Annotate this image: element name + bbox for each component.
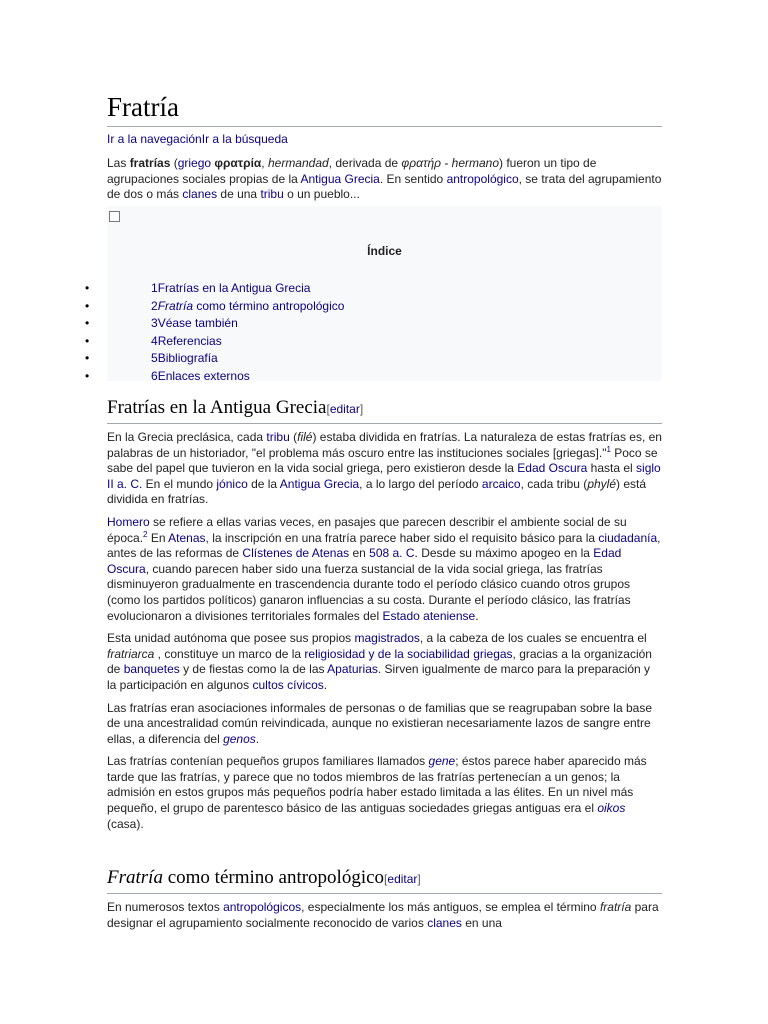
paragraph: En numerosos textos antropológicos, especialmente los más antiguos, se emplea el término fratría para designar el agrupamiento socialmente reconocido de varios clanes en una <box>107 900 659 930</box>
link-magistrados[interactable]: magistrados <box>354 631 420 646</box>
jump-to-search-link[interactable]: Ir a la búsqueda <box>201 132 288 146</box>
toc-title: Índice <box>367 244 402 258</box>
link-gene[interactable]: gene <box>428 754 456 769</box>
edit-link[interactable]: editar <box>329 402 360 416</box>
section-heading <box>107 396 662 424</box>
link-ciudadania[interactable]: ciudadanía <box>598 530 658 545</box>
italic-term: hermandad <box>267 156 329 170</box>
greek-etymology: φρατήρ - hermano <box>401 156 499 170</box>
intro-paragraph <box>107 156 662 203</box>
paragraph: En la Grecia preclásica, cada tribu (filé) estaba dividida en fratrías. La naturaleza de estas fratrías es, en palabras de un historiador, "el problema más oscuro entre las instituciones sociales [griegas]."$^1$ Poco se sabe del papel que tuvieron en la vida social griega, pero existieron desde la Edad Oscura hasta el siglo II a. C. En el mundo jónico de la Antigua Grecia, a lo largo del período arcaico, cada tribu (phylé) está dividida en fratrías. <box>107 430 662 507</box>
link-tribu[interactable]: tribu <box>260 187 284 202</box>
link-cultos-civicos[interactable]: cultos cívicos <box>252 677 324 692</box>
link-clanes[interactable]: clanes <box>427 915 462 930</box>
toc-link-3[interactable]: 3Véase también <box>151 316 238 330</box>
link-edad-oscura[interactable]: Edad Oscura <box>517 461 588 476</box>
link-antropologicos[interactable]: antropológicos <box>223 900 302 914</box>
link-oikos[interactable]: oikos <box>597 801 626 816</box>
section-heading-text: como término antropológico <box>162 867 385 888</box>
intro-text: . En sentido <box>379 171 447 186</box>
edit-section-link: [editar] <box>326 402 364 416</box>
bullet-icon: • <box>85 281 90 295</box>
toc-link-5[interactable]: 5Bibliografía <box>151 351 218 365</box>
link-estado-ateniense[interactable]: Estado ateniense <box>382 608 476 623</box>
intro-text: ) fueron un tipo de agrupaciones sociales propias de la <box>107 156 597 186</box>
toc-link-1[interactable]: 1Fratrías en la Antigua Grecia <box>151 281 311 295</box>
intro-text: , se trata del agrupamiento de dos o más <box>107 171 662 202</box>
intro-text: Las <box>107 156 130 170</box>
link-jonico[interactable]: jónico <box>216 476 248 491</box>
toc-link-6[interactable]: 6Enlaces externos <box>151 368 250 383</box>
section-heading <box>107 866 662 894</box>
section-heading-italic: Fratría <box>107 867 163 888</box>
paragraph: Las fratrías eran asociaciones informales de personas o de familias que se reagrupaban sobre la base de una ancestralidad común reivindicada, aunque no existieran necesariamente lazos de sangre entre ellas, a diferencia del genos. <box>107 700 652 746</box>
section-termino-antropologico <box>107 866 662 938</box>
intro-bold-term: fratrías <box>129 156 171 170</box>
toc-link-2[interactable]: 2Fratría como término antropológico <box>151 298 345 313</box>
link-tribu[interactable]: tribu <box>266 430 290 444</box>
reference-link[interactable]: 1 <box>606 444 611 454</box>
link-apaturias[interactable]: Apaturias <box>327 662 378 677</box>
link-clistenes[interactable]: Clístenes de Atenas <box>242 546 350 561</box>
link-griego[interactable]: griego <box>177 156 212 170</box>
intro-text: , <box>261 156 268 170</box>
bullet-icon: • <box>85 351 90 365</box>
jump-to-navigation-link[interactable]: Ir a la navegación <box>107 132 202 146</box>
link-antropologico[interactable]: antropológico <box>446 171 519 186</box>
bullet-icon: • <box>85 333 90 348</box>
bullet-icon: • <box>85 368 90 383</box>
edit-section-link: [editar] <box>384 872 421 886</box>
intro-text: de una <box>217 187 261 202</box>
link-religiosidad[interactable]: religiosidad y de la sociabilidad griegas <box>304 646 513 661</box>
greek-term: φρατρία <box>214 156 262 170</box>
toc-toggle-checkbox[interactable] <box>109 211 120 222</box>
bullet-icon: • <box>85 316 90 330</box>
link-siglo-ii[interactable]: siglo II a. C. <box>107 461 661 491</box>
paragraph: Esta unidad autónoma que posee sus propios magistrados, a la cabeza de los cuales se encuentra el fratriarca , constituye un marco de la religiosidad y de la sociabilidad griegas, gracias a la organización de banquetes y de fiestas como la de las Apaturias. Sirven igualmente de marco para la preparación y la participación en algunos cultos cívicos. <box>107 631 652 692</box>
paragraph: Homero se refiere a ellas varias veces, en pasajes que parecen describir el ambiente social de su época.$^2$ En Atenas, la inscripción en una fratría parece haber sido el requisito básico para la ciudadanía, antes de las reformas de Clístenes de Atenas en 508 a. C. Desde su máximo apogeo en la Edad Oscura, cuando parecen haber sido una fuerza sustancial de la vida social griega, las fratrías disminuyeron gradualmente en trascendencia durante todo el período clásico cuando otros grupos (como los partidos políticos) ganaron influencias a su costa. Durante el período clásico, las fratrías evolucionaron a divisiones territoriales formales del Estado ateniense. <box>107 514 661 623</box>
article-content <box>107 90 662 210</box>
intro-text: ( <box>170 156 178 170</box>
section-heading-text: Fratrías en la Antigua Grecia <box>107 397 327 418</box>
link-genos[interactable]: genos <box>223 731 256 746</box>
link-clanes[interactable]: clanes <box>182 187 218 202</box>
link-antigua-grecia[interactable]: Antigua Grecia <box>300 171 380 186</box>
section-antigua-grecia <box>107 396 662 839</box>
reference-link[interactable]: 2 <box>143 529 148 539</box>
link-edad-oscura[interactable]: Edad Oscura <box>107 546 622 576</box>
jump-links <box>107 132 662 146</box>
bullet-icon: • <box>85 298 90 313</box>
table-of-contents <box>85 206 662 383</box>
page-title: Fratría <box>107 90 662 127</box>
intro-text: o un pueblo... <box>283 187 360 202</box>
link-homero[interactable]: Homero <box>107 514 150 529</box>
link-antigua-grecia[interactable]: Antigua Grecia <box>279 476 360 491</box>
link-508-ac[interactable]: 508 a. C. <box>369 546 418 561</box>
link-atenas[interactable]: Atenas <box>168 530 206 545</box>
toc-link-4[interactable]: 4Referencias <box>151 333 222 348</box>
paragraph: Las fratrías contenían pequeños grupos familiares llamados gene; éstos parece haber aparecido más tarde que las fratrías, y parece que no todos miembros de las fratrías pertenecían a un genos; la admisión en estos grupos más pequeños podría haber estado limitada a las élites. En un nivel más pequeño, el grupo de parentesco básico de las antiguas sociedades griegas antiguas era el oikos (casa). <box>107 754 647 831</box>
edit-link[interactable]: editar <box>387 872 418 886</box>
intro-text: , derivada de <box>328 156 402 170</box>
link-banquetes[interactable]: banquetes <box>123 662 180 677</box>
link-arcaico[interactable]: arcaico <box>481 476 521 491</box>
